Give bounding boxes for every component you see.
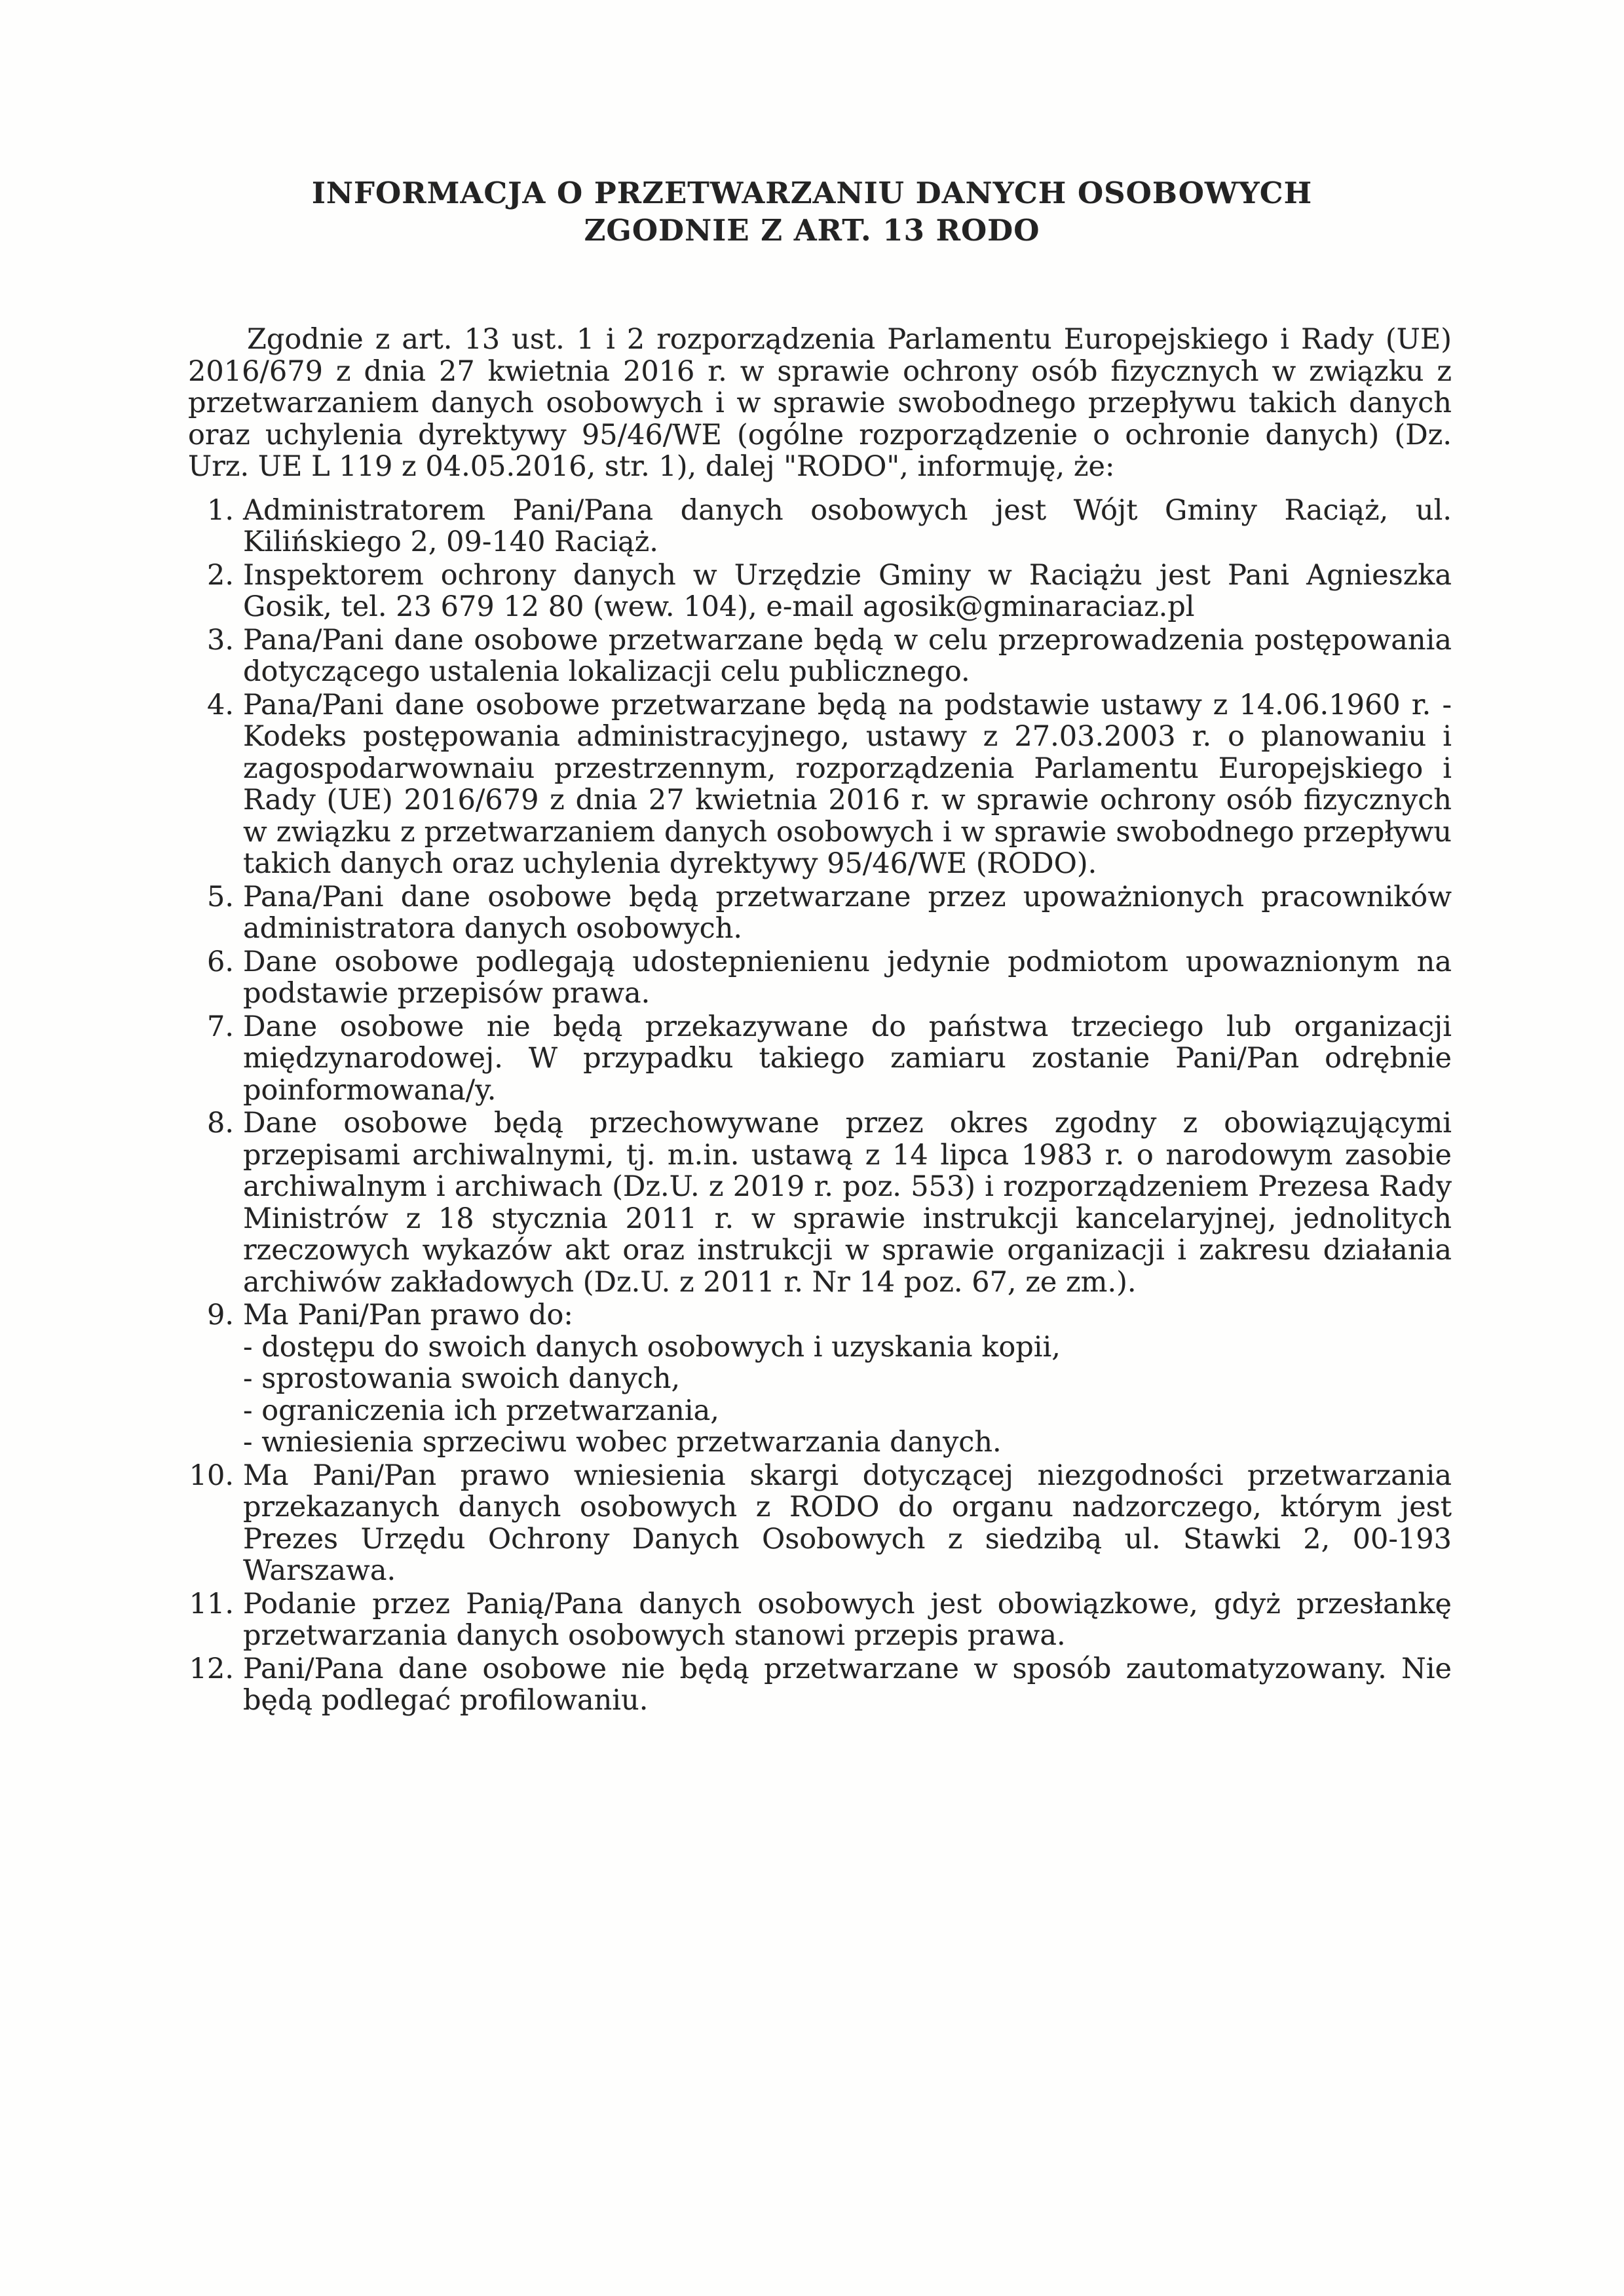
list-item-text: Inspektorem ochrony danych w Urzędzie Gminy w Raciążu jest Pani Agnieszka Gosik, tel. 23 679 12 80 (wew. 104), e-mail agosik@gminaraciaz.pl — [243, 558, 1452, 623]
list-item-text: Pana/Pani dane osobowe przetwarzane będą w celu przeprowadzenia postępowania dotyczącego ustalenia lokalizacji celu publicznego. — [243, 623, 1452, 688]
list-item-text: Dane osobowe nie będą przekazywane do państwa trzeciego lub organizacji międzynarodowej. W przypadku takiego zamiaru zostanie Pani/Pan odrębnie poinformowana/y. — [243, 1010, 1452, 1107]
list-item-text: Dane osobowe będą przechowywane przez okres zgodny z obowiązującymi przepisami archiwalnymi, tj. m.in. ustawą z 14 lipca 1983 r. o narodowym zasobie archiwalnym i archiwach (Dz.U. z 2019 r. poz. 553) i rozporządzeniem Prezesa Rady Ministrów z 18 stycznia 2011 r. w sprawie instrukcji kancelaryjnej, jednolitych rzeczowych wykazów akt oraz instrukcji w sprawie organizacji i zakresu działania archiwów zakładowych (Dz.U. z 2011 r. Nr 14 poz. 67, ze zm.). — [243, 1107, 1452, 1299]
numbered-list — [188, 495, 1452, 1717]
list-item — [188, 1653, 1452, 1717]
list-item — [188, 1460, 1452, 1587]
list-item-number: 9. — [206, 1299, 234, 1331]
list-item-number: 2. — [206, 558, 234, 592]
list-item-number: 10. — [189, 1459, 234, 1492]
list-item-text: Pani/Pana dane osobowe nie będą przetwarzane w sposób zautomatyzowany. Nie będą podlegać profilowaniu. — [243, 1652, 1452, 1717]
document-body — [188, 324, 1452, 1717]
list-item — [188, 1299, 1452, 1459]
list-item-number: 12. — [189, 1652, 234, 1685]
list-item-number: 3. — [206, 623, 234, 657]
sub-list-item: - sprostowania swoich danych, — [243, 1362, 681, 1395]
list-item-text: Ma Pani/Pan prawo wniesienia skargi dotyczącej niezgodności przetwarzania przekazanych danych osobowych z RODO do organu nadzorczego, którym jest Prezes Urzędu Ochrony Danych Osobowych z siedzibą ul. Stawki 2, 00-193 Warszawa. — [243, 1459, 1452, 1587]
list-item-number: 4. — [206, 688, 234, 721]
list-item — [188, 1107, 1452, 1298]
title-line-1: INFORMACJA O PRZETWARZANIU DANYCH OSOBOWYCH — [311, 176, 1313, 210]
list-item-text: Pana/Pani dane osobowe przetwarzane będą na podstawie ustawy z 14.06.1960 r. - Kodeks postępowania administracyjnego, ustawy z 27.03.2003 r. o planowaniu i zagospodarwownaiu przestrzennym, rozporządzenia Parlamentu Europejskiego i Rady (UE) 2016/679 z dnia 27 kwietnia 2016 r. w sprawie ochrony osób fizycznych w związku z przetwarzaniem danych osobowych i w sprawie swobodnego przepływu takich danych oraz uchylenia dyrektywy 95/46/WE (RODO). — [243, 688, 1452, 880]
list-item-text: Dane osobowe podlegają udostepnienienu jedynie podmiotom upowaznionym na podstawie przepisów prawa. — [243, 945, 1452, 1010]
list-item-text: Pana/Pani dane osobowe będą przetwarzane przez upoważnionych pracowników administratora danych osobowych. — [243, 880, 1452, 945]
list-item — [188, 560, 1452, 623]
list-item-number: 7. — [206, 1010, 234, 1043]
list-item-number: 8. — [206, 1107, 234, 1139]
list-item-text: Ma Pani/Pan prawo do: — [243, 1299, 573, 1331]
sub-list-item: - ograniczenia ich przetwarzania, — [243, 1394, 719, 1427]
title-line-2: ZGODNIE Z ART. 13 RODO — [584, 213, 1040, 248]
list-item-number: 1. — [206, 493, 234, 527]
list-item-text: Podanie przez Panią/Pana danych osobowych jest obowiązkowe, gdyż przesłankę przetwarzania danych osobowych stanowi przepis prawa. — [243, 1587, 1452, 1652]
list-item-number: 6. — [206, 945, 234, 978]
list-item — [188, 881, 1452, 945]
list-item-number: 5. — [206, 880, 234, 913]
intro-paragraph: Zgodnie z art. 13 ust. 1 i 2 rozporządzenia Parlamentu Europejskiego i Rady (UE) 2016/679 z dnia 27 kwietnia 2016 r. w sprawie ochrony osób fizycznych w związku z przetwarzaniem danych osobowych i w sprawie swobodnego przepływu takich danych oraz uchylenia dyrektywy 95/46/WE (ogólne rozporządzenie o ochronie danych) (Dz. Urz. UE L 119 z 04.05.2016, str. 1), dalej "RODO", informuję, że: — [188, 323, 1452, 483]
list-item — [188, 1588, 1452, 1652]
document-title — [0, 174, 1624, 249]
list-item — [188, 689, 1452, 880]
list-item — [188, 624, 1452, 688]
sub-list-item: - dostępu do swoich danych osobowych i uzyskania kopii, — [243, 1330, 1061, 1364]
list-item — [188, 946, 1452, 1010]
list-item — [188, 495, 1452, 558]
list-item — [188, 1011, 1452, 1107]
list-item-number: 11. — [189, 1587, 234, 1620]
list-item-text: Administratorem Pani/Pana danych osobowych jest Wójt Gminy Raciąż, ul. Kilińskiego 2, 09-140 Raciąż. — [243, 493, 1452, 558]
sub-list-item: - wniesienia sprzeciwu wobec przetwarzania danych. — [243, 1426, 1002, 1459]
